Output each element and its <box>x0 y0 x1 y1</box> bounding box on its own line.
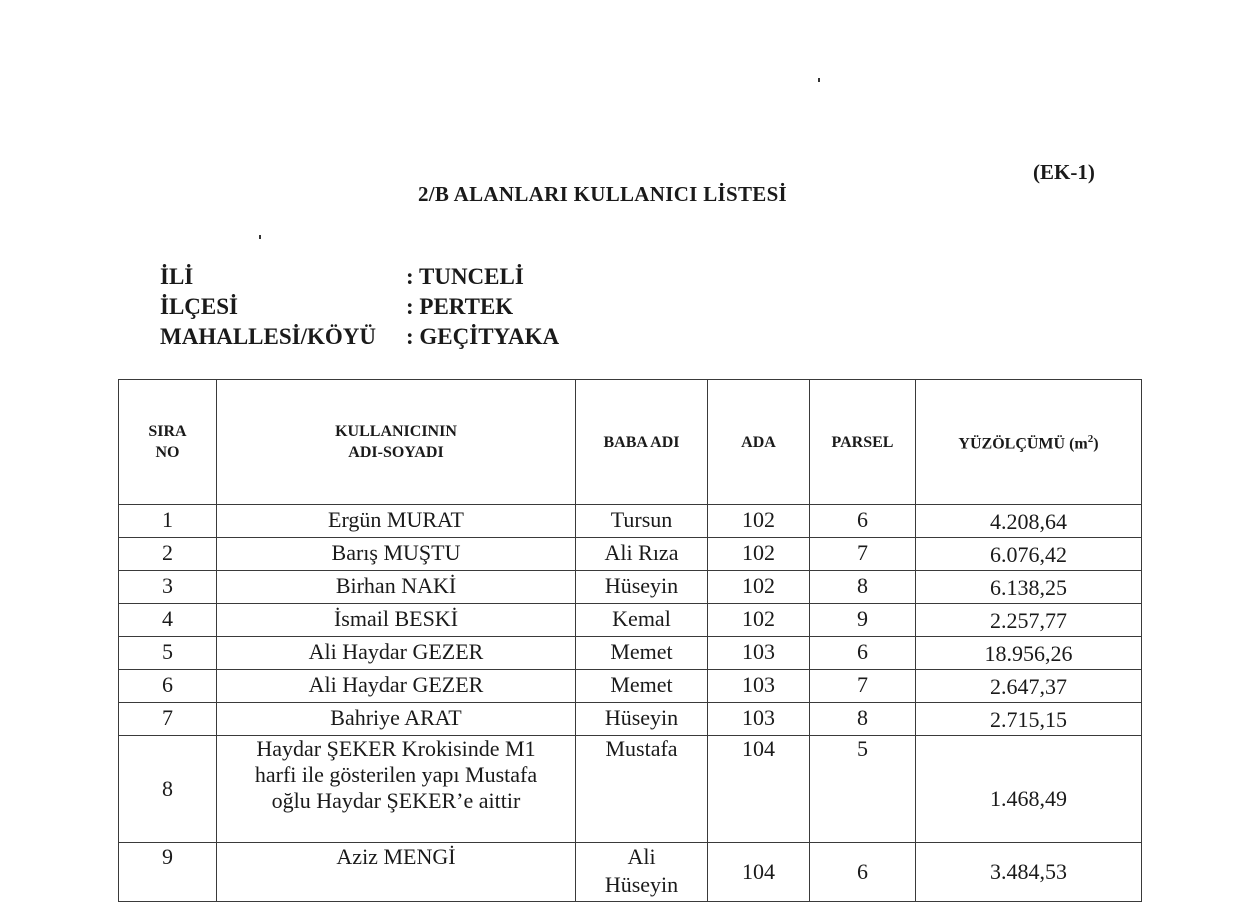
table-row <box>119 505 1142 538</box>
cell-name: Barış MUŞTU <box>217 538 576 571</box>
header-father-name: BABA ADI <box>576 380 708 505</box>
table-row <box>119 538 1142 571</box>
cell-name-line: harfi ile gösterilen yapı Mustafa <box>254 762 538 787</box>
cell-ada: 102 <box>708 604 810 637</box>
cell-name: Ergün MURAT <box>217 505 576 538</box>
cell-ada: 102 <box>708 505 810 538</box>
cell-area: 6.076,42 <box>916 538 1142 571</box>
header-ada: ADA <box>708 380 810 505</box>
table-header-row <box>119 380 1142 505</box>
table-row <box>119 571 1142 604</box>
cell-ada: 104 <box>708 843 810 902</box>
cell-father-line: Ali <box>627 844 656 869</box>
location-key: MAHALLESİ/KÖYÜ <box>160 324 376 349</box>
cell-no: 3 <box>119 571 217 604</box>
cell-ada: 102 <box>708 571 810 604</box>
cell-father-line: Hüseyin <box>604 872 679 897</box>
cell-no: 6 <box>119 670 217 703</box>
cell-area: 2.257,77 <box>916 604 1142 637</box>
cell-father: Hüseyin <box>576 703 708 736</box>
table-row <box>119 736 1142 843</box>
cell-parsel: 9 <box>810 604 916 637</box>
cell-father: Mustafa <box>576 736 708 843</box>
location-key: İLÇESİ <box>160 294 238 319</box>
location-value: : PERTEK <box>406 294 514 319</box>
table-row <box>119 843 1142 902</box>
cell-name: Bahriye ARAT <box>217 703 576 736</box>
table-row <box>119 637 1142 670</box>
cell-ada: 103 <box>708 670 810 703</box>
cell-ada: 103 <box>708 637 810 670</box>
cell-father: Memet <box>576 670 708 703</box>
cell-father: Kemal <box>576 604 708 637</box>
cell-no: 1 <box>119 505 217 538</box>
location-value: : GEÇİTYAKA <box>406 324 560 349</box>
cell-no: 7 <box>119 703 217 736</box>
cell-name: Birhan NAKİ <box>217 571 576 604</box>
location-row-province <box>160 262 559 292</box>
cell-area: 1.468,49 <box>916 736 1142 843</box>
cell-father: Tursun <box>576 505 708 538</box>
cell-parsel: 7 <box>810 538 916 571</box>
cell-parsel: 6 <box>810 843 916 902</box>
table-row <box>119 703 1142 736</box>
location-row-village <box>160 322 559 352</box>
cell-area: 4.208,64 <box>916 505 1142 538</box>
cell-no: 2 <box>119 538 217 571</box>
cell-name <box>217 736 576 843</box>
location-value: : TUNCELİ <box>406 264 524 289</box>
cell-no: 8 <box>119 736 217 843</box>
cell-father: Memet <box>576 637 708 670</box>
cell-parsel: 7 <box>810 670 916 703</box>
cell-name: Ali Haydar GEZER <box>217 637 576 670</box>
cell-father: Hüseyin <box>576 571 708 604</box>
scan-speck <box>259 235 261 239</box>
header-user-name: KULLANICININ ADI-SOYADI <box>217 380 576 505</box>
annex-label: (EK-1) <box>1033 160 1095 184</box>
cell-area: 18.956,26 <box>916 637 1142 670</box>
cell-area: 2.647,37 <box>916 670 1142 703</box>
cell-ada: 103 <box>708 703 810 736</box>
header-area: YÜZÖLÇÜMÜ $(m^2)$ <box>916 380 1142 505</box>
cell-ada: 102 <box>708 538 810 571</box>
cell-no: 5 <box>119 637 217 670</box>
user-list-table <box>118 379 1142 902</box>
cell-no: 4 <box>119 604 217 637</box>
header-parsel: PARSEL <box>810 380 916 505</box>
cell-area: 6.138,25 <box>916 571 1142 604</box>
cell-area: 3.484,53 <box>916 843 1142 902</box>
table-row <box>119 604 1142 637</box>
cell-parsel: 8 <box>810 571 916 604</box>
cell-parsel: 6 <box>810 637 916 670</box>
cell-parsel: 8 <box>810 703 916 736</box>
cell-parsel: 6 <box>810 505 916 538</box>
cell-name: İsmail BESKİ <box>217 604 576 637</box>
cell-name: Aziz MENGİ <box>217 843 576 902</box>
cell-ada: 104 <box>708 736 810 843</box>
header-sira-no: SIRA NO <box>119 380 217 505</box>
cell-name: Ali Haydar GEZER <box>217 670 576 703</box>
cell-name-line: oğlu Haydar ŞEKER’e aittir <box>271 788 521 813</box>
scan-speck <box>818 78 820 82</box>
cell-parsel: 5 <box>810 736 916 843</box>
location-key: İLİ <box>160 264 194 289</box>
document-title: 2/B ALANLARI KULLANICI LİSTESİ <box>418 182 788 206</box>
table-row <box>119 670 1142 703</box>
location-block <box>160 262 559 352</box>
cell-name-line: Haydar ŞEKER Krokisinde M1 <box>256 736 536 761</box>
cell-father: Ali Rıza <box>576 538 708 571</box>
cell-area: 2.715,15 <box>916 703 1142 736</box>
cell-father <box>576 843 708 902</box>
location-row-district <box>160 292 559 322</box>
cell-no: 9 <box>119 843 217 902</box>
